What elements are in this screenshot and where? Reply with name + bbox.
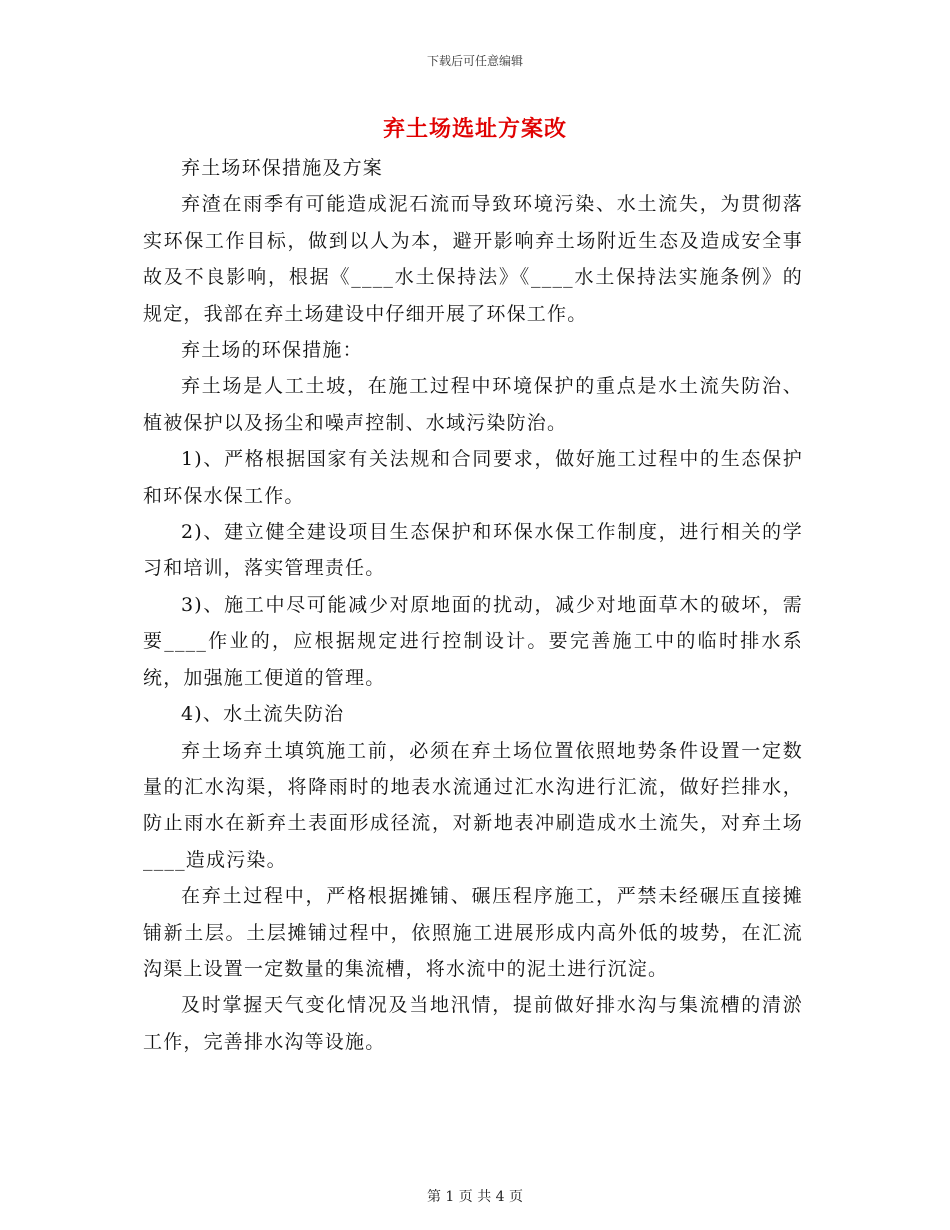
paragraph: 弃土场弃土填筑施工前，必须在弃土场位置依照地势条件设置一定数量的汇水沟渠，将降雨时的地表水流通过汇水沟进行汇流，做好拦排水，防止雨水在新弃土表面形成径流，对新地表冲刷造成水土流失，对弃土场____造成污染。 [143, 739, 803, 871]
paragraph: 2)、建立健全建设项目生态保护和环保水保工作制度，进行相关的学习和培训，落实管理责任。 [143, 521, 803, 580]
document-body [143, 150, 803, 1060]
page-number-footer: 第 1 页 共 4 页 [426, 1189, 524, 1205]
header-note: 下载后可任意编辑 [426, 54, 523, 68]
paragraph: 3)、施工中尽可能减少对原地面的扰动，减少对地面草木的破坏，需要____作业的，应根据规定进行控制设计。要完善施工中的临时排水系统，加强施工便道的管理。 [143, 593, 803, 689]
paragraph: 在弃土过程中，严格根据摊铺、碾压程序施工，严禁未经碾压直接摊铺新土层。土层摊铺过程中，依照施工进展形成内高外低的坡势，在汇流沟渠上设置一定数量的集流槽，将水流中的泥土进行沉淀。 [143, 885, 803, 980]
paragraph: 弃土场是人工土坡，在施工过程中环境保护的重点是水土流失防治、植被保护以及扬尘和噪声控制、水域污染防治。 [143, 375, 803, 434]
document-title: 弃土场选址方案改 [382, 116, 567, 142]
paragraph: 弃土场的环保措施： [181, 339, 363, 362]
paragraph: 4)、水土流失防治 [181, 703, 345, 726]
paragraph: 弃渣在雨季有可能造成泥石流而导致环境污染、水土流失，为贯彻落实环保工作目标，做到以人为本，避开影响弃土场附近生态及造成安全事故及不良影响，根据《____水土保持法》《____水土保持法实施条例》的规定，我部在弃土场建设中仔细开展了环保工作。 [143, 193, 803, 325]
paragraph: 1)、严格根据国家有关法规和合同要求，做好施工过程中的生态保护和环保水保工作。 [143, 448, 803, 507]
paragraph: 弃土场环保措施及方案 [181, 157, 384, 179]
paragraph: 及时掌握天气变化情况及当地汛情，提前做好排水沟与集流槽的清淤工作，完善排水沟等设施。 [143, 994, 803, 1053]
